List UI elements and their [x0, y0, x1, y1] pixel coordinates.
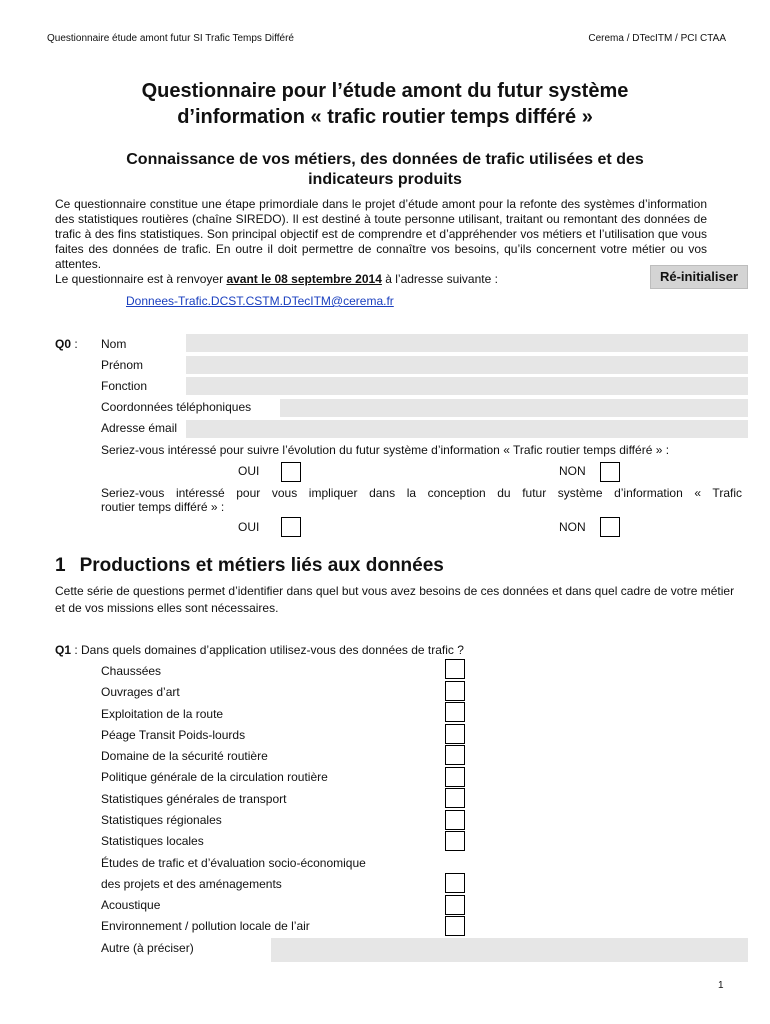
q1-checkbox-securite[interactable] — [445, 745, 465, 765]
q0-sep: : — [71, 337, 78, 351]
q1-option-autre: Autre (à préciser) — [101, 941, 194, 955]
q1-checkbox-stats-regionales[interactable] — [445, 810, 465, 830]
q1-checkbox-acoustique[interactable] — [445, 895, 465, 915]
fonction-input[interactable] — [186, 377, 748, 395]
q1-option-chaussees: Chaussées — [101, 664, 162, 678]
q1-checkbox-etudes[interactable] — [445, 873, 465, 893]
follow-question: Seriez-vous intéressé pour suivre l’évolution du futur système d’information « Trafic routier temps différé » : — [101, 443, 670, 457]
reset-button[interactable]: Ré-initialiser — [650, 265, 748, 289]
telephone-input[interactable] — [280, 399, 748, 417]
nom-input[interactable] — [186, 334, 748, 352]
q1-checkbox-ouvrages[interactable] — [445, 681, 465, 701]
involve-non-checkbox[interactable] — [600, 517, 620, 537]
section-1-intro: Cette série de questions permet d’identifier dans quel but vous avez besoins de ces données et dans quel cadre de votre métier et de vos missions elles sont nécessaires. — [55, 584, 735, 615]
return-instructions — [55, 272, 498, 286]
page-number: 1 — [718, 980, 724, 991]
q1-option-ouvrages: Ouvrages d’art — [101, 685, 180, 699]
follow-non-label: NON — [559, 464, 586, 478]
return-deadline: avant le 08 septembre 2014 — [226, 272, 382, 286]
telephone-label: Coordonnées téléphoniques — [101, 400, 252, 414]
q1-option-exploitation: Exploitation de la route — [101, 707, 224, 721]
q1-checkbox-politique[interactable] — [445, 767, 465, 787]
header-right: Cerema / DTecITM / PCI CTAA — [588, 33, 726, 44]
q1-option-politique: Politique générale de la circulation routière — [101, 770, 328, 784]
intro-paragraph: Ce questionnaire constitue une étape primordiale dans le projet d’étude amont pour la refonte des systèmes d’information des statistiques routières (chaîne SIREDO). Il est destiné à toute personne utilisant, traitant ou remontant des données de trafic à des fins statistiques. Son principal objectif est de comprendre et d’appréhender vos métiers et l’utilisation que vous faites des données de trafic. En outre il doit permettre de connaître vos besoins, qu’ils concernent votre métier ou vos attentes. — [55, 197, 707, 271]
q0-code: Q0 — [55, 337, 72, 351]
q1-code: Q1 — [55, 643, 72, 657]
return-text-after: à l’adresse suivante : — [381, 272, 498, 286]
q1-option-securite: Domaine de la sécurité routière — [101, 749, 268, 763]
q1-option-etudes-line-2: des projets et des aménagements — [101, 877, 282, 891]
follow-oui-checkbox[interactable] — [281, 462, 301, 482]
title-line-1: Questionnaire pour l’étude amont du futur système — [141, 80, 629, 102]
q1-checkbox-chaussees[interactable] — [445, 659, 465, 679]
subtitle-line-2: indicateurs produits — [308, 171, 462, 188]
title-line-2: d’information « trafic routier temps différé » — [177, 106, 593, 128]
q1-question — [55, 643, 464, 657]
prenom-input[interactable] — [186, 356, 748, 374]
involve-oui-label: OUI — [238, 520, 260, 534]
nom-label: Nom — [101, 337, 127, 351]
q1-option-stats-locales: Statistiques locales — [101, 834, 204, 848]
section-1-number: 1 — [55, 555, 66, 576]
involve-question-line-2: routier temps différé » : — [101, 500, 225, 514]
return-text-before: Le questionnaire est à renvoyer — [55, 272, 227, 286]
involve-non-label: NON — [559, 520, 586, 534]
q1-option-stats-regionales: Statistiques régionales — [101, 813, 222, 827]
email-label: Adresse émail — [101, 421, 178, 435]
fonction-label: Fonction — [101, 379, 148, 393]
q1-option-etudes-line-1: Études de trafic et d’évaluation socio-économique — [101, 856, 366, 870]
q1-option-environnement: Environnement / pollution locale de l’air — [101, 919, 310, 933]
section-1-title: Productions et métiers liés aux données — [79, 555, 444, 576]
header-left: Questionnaire étude amont futur SI Trafic Temps Différé — [47, 33, 294, 44]
q1-checkbox-environnement[interactable] — [445, 916, 465, 936]
involve-question — [101, 486, 742, 514]
prenom-label: Prénom — [101, 358, 144, 372]
q1-autre-input[interactable] — [271, 938, 748, 962]
page-title — [60, 78, 710, 130]
email-link[interactable]: Donnees-Trafic.DCST.CSTM.DTecITM@cerema.fr — [126, 294, 394, 308]
section-1-heading — [55, 555, 444, 577]
q1-text: : Dans quels domaines d’application utilisez-vous des données de trafic ? — [71, 643, 464, 657]
follow-non-checkbox[interactable] — [600, 462, 620, 482]
q0-label — [55, 337, 78, 351]
q1-option-stats-transport: Statistiques générales de transport — [101, 792, 287, 806]
q1-checkbox-stats-locales[interactable] — [445, 831, 465, 851]
follow-oui-label: OUI — [238, 464, 260, 478]
page-subtitle — [60, 150, 710, 190]
involve-question-line-1: Seriez-vous intéressé pour vous impliquer dans la conception du futur système d’information « Trafic — [101, 486, 742, 500]
involve-oui-checkbox[interactable] — [281, 517, 301, 537]
q1-checkbox-exploitation[interactable] — [445, 702, 465, 722]
q1-option-acoustique: Acoustique — [101, 898, 161, 912]
email-input[interactable] — [186, 420, 748, 438]
subtitle-line-1: Connaissance de vos métiers, des données de trafic utilisées et des — [126, 151, 644, 168]
q1-option-peage: Péage Transit Poids-lourds — [101, 728, 246, 742]
q1-checkbox-peage[interactable] — [445, 724, 465, 744]
q1-checkbox-stats-transport[interactable] — [445, 788, 465, 808]
